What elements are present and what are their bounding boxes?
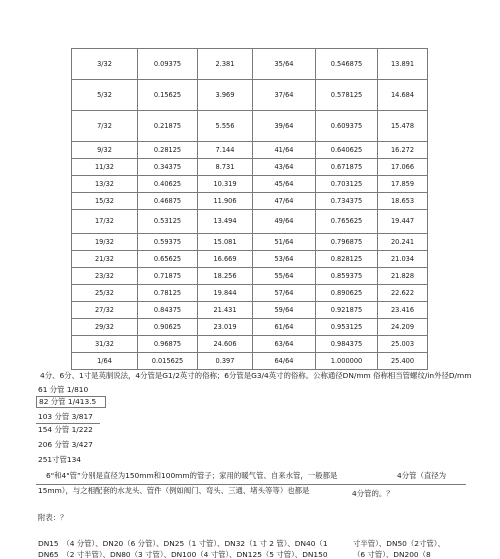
table-cell: 43/64	[253, 159, 316, 176]
divider	[36, 484, 466, 485]
table-cell: 0.397	[198, 353, 253, 370]
divider	[36, 423, 100, 424]
paragraph-text: 4分管的。？	[352, 489, 394, 498]
table-cell: 53/64	[253, 251, 316, 268]
table-cell: 55/64	[253, 268, 316, 285]
table-cell: 0.15625	[138, 80, 198, 111]
table-cell: 0.78125	[138, 285, 198, 302]
table-cell: 22.622	[378, 285, 428, 302]
table-cell: 0.703125	[316, 176, 378, 193]
table-row	[72, 268, 428, 285]
table-cell: 0.640625	[316, 142, 378, 159]
table-cell: 18.256	[198, 268, 253, 285]
table-cell: 19.844	[198, 285, 253, 302]
table-cell: 41/64	[253, 142, 316, 159]
intro-text: 4分、6分、1寸是英制说法，4分管是G1/2英寸的俗称；6分管是G3/4英寸的俗称。公称通径DN/mm 俗称相当管螺纹/in外径D/mm	[40, 371, 472, 380]
table-cell: 17/32	[72, 210, 138, 234]
table-cell: 23.019	[198, 319, 253, 336]
table-cell: 17.859	[378, 176, 428, 193]
table-cell: 21.431	[198, 302, 253, 319]
appendix-label: 附表：？	[38, 513, 68, 522]
table-cell: 13/32	[72, 176, 138, 193]
table-cell: 15.478	[378, 111, 428, 142]
table-cell: 15/32	[72, 193, 138, 210]
table-cell: 0.84375	[138, 302, 198, 319]
table-cell: 16.272	[378, 142, 428, 159]
table-cell: 0.859375	[316, 268, 378, 285]
table-cell: 27/32	[72, 302, 138, 319]
table-cell: 29/32	[72, 319, 138, 336]
table-cell: 0.828125	[316, 251, 378, 268]
table-cell: 59/64	[253, 302, 316, 319]
table-cell: 24.209	[378, 319, 428, 336]
table-cell: 0.015625	[138, 353, 198, 370]
table-cell: 0.28125	[138, 142, 198, 159]
table-cell: 0.46875	[138, 193, 198, 210]
table-cell: 0.59375	[138, 234, 198, 251]
table-cell: 7.144	[198, 142, 253, 159]
pipe-size-line: 61 分管 1/810	[38, 385, 89, 394]
table-cell: 35/64	[253, 49, 316, 80]
table-cell: 2.381	[198, 49, 253, 80]
table-row	[72, 285, 428, 302]
table-cell: 49/64	[253, 210, 316, 234]
inch-mm-conversion-table	[71, 48, 428, 370]
table-cell: 14.684	[378, 80, 428, 111]
table-cell: 16.669	[198, 251, 253, 268]
table-cell: 51/64	[253, 234, 316, 251]
table-cell: 1.000000	[316, 353, 378, 370]
table-cell: 63/64	[253, 336, 316, 353]
table-row	[72, 111, 428, 142]
table-cell: 45/64	[253, 176, 316, 193]
table-cell: 8.731	[198, 159, 253, 176]
table-cell: 19.447	[378, 210, 428, 234]
table-cell: 21.828	[378, 268, 428, 285]
table-cell: 0.765625	[316, 210, 378, 234]
table-cell: 0.671875	[316, 159, 378, 176]
paragraph-text: 6"和4"管”分别是直径为150mm和100mm的管子；家用的暖气管、自来水管，一般都是	[46, 471, 338, 480]
table-cell: 17.066	[378, 159, 428, 176]
table-cell: 0.921875	[316, 302, 378, 319]
table-cell: 3.969	[198, 80, 253, 111]
table-cell: 0.953125	[316, 319, 378, 336]
table-row	[72, 353, 428, 370]
pipe-size-line: 103 分管 3/817	[38, 412, 93, 421]
table-row	[72, 302, 428, 319]
table-cell: 11/32	[72, 159, 138, 176]
table-cell: 31/32	[72, 336, 138, 353]
dn-list-text: DN15 （4 分管）、DN20（6 分管）、DN25（1 寸管）、DN32（1 寸 2 管）、DN40（1	[38, 539, 328, 548]
table-cell: 5.556	[198, 111, 253, 142]
dn-list-text: 寸半管）、DN50（2寸管）、	[353, 539, 445, 548]
table-cell: 5/32	[72, 80, 138, 111]
dn-list-text: （6 寸管）、DN200（8	[353, 550, 431, 559]
table-cell: 23/32	[72, 268, 138, 285]
paragraph-text: 4分管（直径为	[397, 471, 447, 480]
table-cell: 13.494	[198, 210, 253, 234]
table-row	[72, 251, 428, 268]
table-cell: 1/64	[72, 353, 138, 370]
table-cell: 10.319	[198, 176, 253, 193]
table-cell: 0.21875	[138, 111, 198, 142]
table-cell: 18.653	[378, 193, 428, 210]
table-row	[72, 80, 428, 111]
table-cell: 0.609375	[316, 111, 378, 142]
table-cell: 0.578125	[316, 80, 378, 111]
pipe-size-line: 82 分管 1/413.5	[36, 396, 106, 408]
table-cell: 0.796875	[316, 234, 378, 251]
table-cell: 7/32	[72, 111, 138, 142]
table-cell: 0.71875	[138, 268, 198, 285]
table-row	[72, 319, 428, 336]
table-cell: 0.890625	[316, 285, 378, 302]
table-cell: 21/32	[72, 251, 138, 268]
table-cell: 3/32	[72, 49, 138, 80]
dn-list-text: DN65 （2 寸半管）、DN80（3 寸管）、DN100（4 寸管）、DN125（5 寸管）、DN150	[38, 550, 328, 559]
table-cell: 0.90625	[138, 319, 198, 336]
paragraph-text: 15mm），与之相配套的水龙头、管件（例如阀门、弯头、三通、堵头等等）也都是	[38, 486, 310, 495]
table-cell: 23.416	[378, 302, 428, 319]
table-cell: 37/64	[253, 80, 316, 111]
table-row	[72, 159, 428, 176]
table-row	[72, 49, 428, 80]
table-cell: 0.65625	[138, 251, 198, 268]
table-cell: 0.734375	[316, 193, 378, 210]
table-cell: 0.09375	[138, 49, 198, 80]
table-cell: 24.606	[198, 336, 253, 353]
conversion-table-body	[72, 49, 428, 370]
table-cell: 39/64	[253, 111, 316, 142]
table-row	[72, 210, 428, 234]
table-cell: 20.241	[378, 234, 428, 251]
table-cell: 61/64	[253, 319, 316, 336]
table-row	[72, 336, 428, 353]
table-cell: 25/32	[72, 285, 138, 302]
table-cell: 13.891	[378, 49, 428, 80]
table-cell: 15.081	[198, 234, 253, 251]
pipe-size-line: 206 分管 3/427	[38, 440, 93, 449]
table-cell: 0.34375	[138, 159, 198, 176]
table-cell: 25.400	[378, 353, 428, 370]
table-row	[72, 234, 428, 251]
table-row	[72, 193, 428, 210]
table-row	[72, 142, 428, 159]
table-row	[72, 176, 428, 193]
table-cell: 57/64	[253, 285, 316, 302]
table-cell: 21.034	[378, 251, 428, 268]
table-cell: 25.003	[378, 336, 428, 353]
table-cell: 0.984375	[316, 336, 378, 353]
pipe-size-line: 154 分管 1/222	[38, 425, 93, 434]
table-cell: 0.53125	[138, 210, 198, 234]
table-cell: 9/32	[72, 142, 138, 159]
table-cell: 64/64	[253, 353, 316, 370]
table-cell: 0.96875	[138, 336, 198, 353]
table-cell: 0.546875	[316, 49, 378, 80]
table-cell: 0.40625	[138, 176, 198, 193]
table-cell: 19/32	[72, 234, 138, 251]
table-cell: 11.906	[198, 193, 253, 210]
pipe-size-line: 251寸管134	[38, 455, 81, 464]
table-cell: 47/64	[253, 193, 316, 210]
